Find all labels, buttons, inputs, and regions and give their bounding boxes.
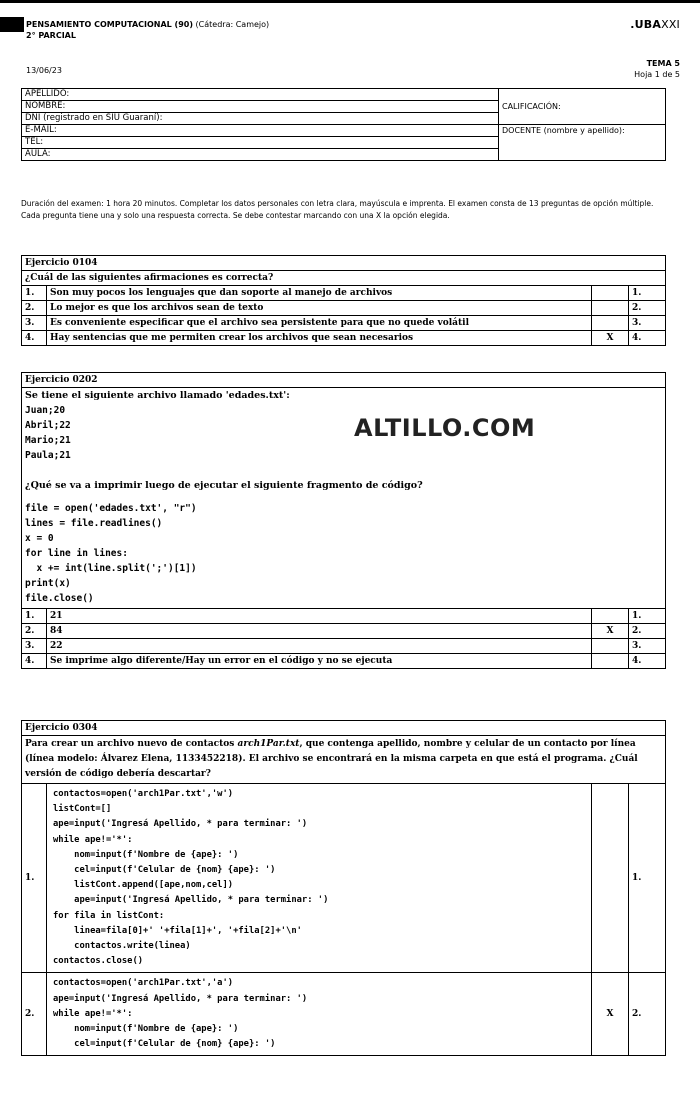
redaction-box xyxy=(0,17,24,32)
exercise-question: Para crear un archivo nuevo de contactos arch1Par.txt, que contenga apellido, nombre y celular de un contacto por línea (línea modelo: Álvarez Elena, 1133452218). El archivo se encontrará en la misma carpeta en que está el programa. ¿Cuál versión de código debería descartar? xyxy=(22,736,666,784)
option-text: 84 xyxy=(47,624,592,639)
exercise-0202 xyxy=(21,372,666,669)
option-row[interactable]: 3. Es conveniente especificar que el archivo sea persistente para que no quede volátil 3. xyxy=(22,316,666,331)
answer-mark[interactable] xyxy=(592,639,629,654)
email-field[interactable]: E-MAIL: xyxy=(22,125,499,137)
option-row[interactable]: 2. 84 X 2. xyxy=(22,624,666,639)
dni-field[interactable]: DNI (registrado en SIU Guaraní): xyxy=(22,113,499,125)
answer-mark[interactable] xyxy=(592,784,629,973)
option-row[interactable]: 3. 22 3. xyxy=(22,639,666,654)
calificacion-field[interactable]: CALIFICACIÓN: xyxy=(499,89,666,125)
option-text: 21 xyxy=(47,609,592,624)
uba-logo: .UBAXXI xyxy=(630,18,680,31)
option-row[interactable]: 2. Lo mejor es que los archivos sean de texto 2. xyxy=(22,301,666,316)
tema-info: TEMA 5 Hoja 1 de 5 xyxy=(634,59,680,79)
aula-field[interactable]: AULA: xyxy=(22,149,499,161)
answer-mark[interactable] xyxy=(592,609,629,624)
top-rule xyxy=(0,0,700,3)
exam-date: 13/06/23 xyxy=(26,66,62,75)
tel-field[interactable]: TEL: xyxy=(22,137,499,149)
exercise-title: Ejercicio 0104 xyxy=(22,256,666,271)
nombre-field[interactable]: NOMBRE: xyxy=(22,101,499,113)
answer-mark[interactable] xyxy=(592,301,629,316)
exercise-intro: Se tiene el siguiente archivo llamado 'edades.txt': xyxy=(25,390,290,401)
option-row[interactable]: 1. Son muy pocos los lenguajes que dan soporte al manejo de archivos 1. xyxy=(22,286,666,301)
exercise-question: ¿Cuál de las siguientes afirmaciones es correcta? xyxy=(22,271,666,286)
watermark-logo: ALTILLO.COM xyxy=(354,414,536,442)
apellido-field[interactable]: APELLIDO: xyxy=(22,89,499,101)
student-data-table xyxy=(21,88,666,161)
option-code: contactos=open('arch1Par.txt','a') ape=input('Ingresá Apellido, * para terminar: ') while ape!='*': nom=input(f'Nombre de {ape}: ') cel=input(f'Celular de {nom} {ape}: ') xyxy=(47,973,592,1056)
option-row[interactable]: 4. Se imprime algo diferente/Hay un error en el código y no se ejecuta 4. xyxy=(22,654,666,669)
option-text: Es conveniente especificar que el archivo sea persistente para que no quede volátil xyxy=(47,316,592,331)
option-row[interactable]: 4. Hay sentencias que me permiten crear los archivos que sean necesarios X 4. xyxy=(22,331,666,346)
option-text: Se imprime algo diferente/Hay un error en el código y no se ejecuta xyxy=(47,654,592,669)
file-line: Abril;22 xyxy=(25,420,71,431)
file-line: Paula;21 xyxy=(25,450,71,461)
answer-mark[interactable]: X xyxy=(592,331,629,346)
course-title: PENSAMIENTO COMPUTACIONAL (90) (Cátedra: Camejo) xyxy=(26,20,270,29)
exercise-title: Ejercicio 0304 xyxy=(22,721,666,736)
answer-mark[interactable] xyxy=(592,316,629,331)
option-text: Son muy pocos los lenguajes que dan soporte al manejo de archivos xyxy=(47,286,592,301)
exam-instructions: Duración del examen: 1 hora 20 minutos. Completar los datos personales con letra clara, mayúscula e imprenta. El examen consta de 13 preguntas de opción múltiple. Cada pregunta tiene una y solo una respuesta correcta. Se debe contestar marcando con una X la opción elegida. xyxy=(21,199,654,220)
file-line: Juan;20 xyxy=(25,405,66,416)
exam-name: 2° PARCIAL xyxy=(26,31,76,40)
option-row[interactable]: 1. 21 1. xyxy=(22,609,666,624)
answer-mark[interactable]: X xyxy=(592,973,629,1056)
exercise-question: ¿Qué se va a imprimir luego de ejecutar el siguiente fragmento de código? xyxy=(25,480,423,491)
exercise-0304 xyxy=(21,720,666,1056)
answer-mark[interactable] xyxy=(592,654,629,669)
exercise-body xyxy=(22,388,666,609)
exercise-0104 xyxy=(21,255,666,346)
exercise-title: Ejercicio 0202 xyxy=(22,373,666,388)
option-text: 22 xyxy=(47,639,592,654)
option-text: Lo mejor es que los archivos sean de texto xyxy=(47,301,592,316)
option-text: Hay sentencias que me permiten crear los archivos que sean necesarios xyxy=(47,331,592,346)
answer-mark[interactable]: X xyxy=(592,624,629,639)
option-row[interactable]: 1. contactos=open('arch1Par.txt','w') listCont=[] ape=input('Ingresá Apellido, * para terminar: ') while ape!='*': nom=input(f'Nombre de {ape}: ') cel=input(f'Celular de {nom} {ape}: ') listCont.append([ape,nom,cel]) ape=input('Ingresá Apellido, * para terminar: ') for fila in listCont: linea=fila[0]+' '+fila[1]+', '+fila[2]+'\n' contactos.write(linea) contactos.close() 1. xyxy=(22,784,666,973)
option-row[interactable]: 2. contactos=open('arch1Par.txt','a') ape=input('Ingresá Apellido, * para terminar: ') while ape!='*': nom=input(f'Nombre de {ape}: ') cel=input(f'Celular de {nom} {ape}: ') X 2. xyxy=(22,973,666,1056)
docente-field[interactable]: DOCENTE (nombre y apellido): xyxy=(499,125,666,161)
file-line: Mario;21 xyxy=(25,435,71,446)
code-snippet: file = open('edades.txt', "r") lines = file.readlines() x = 0 for line in lines: x += int(line.split(';')[1]) print(x) file.close() xyxy=(25,503,197,604)
option-code: contactos=open('arch1Par.txt','w') listCont=[] ape=input('Ingresá Apellido, * para terminar: ') while ape!='*': nom=input(f'Nombre de {ape}: ') cel=input(f'Celular de {nom} {ape}: ') listCont.append([ape,nom,cel]) ape=input('Ingresá Apellido, * para terminar: ') for fila in listCont: linea=fila[0]+' '+fila[1]+', '+fila[2]+'\n' contactos.write(linea) contactos.close() xyxy=(47,784,592,973)
answer-mark[interactable] xyxy=(592,286,629,301)
